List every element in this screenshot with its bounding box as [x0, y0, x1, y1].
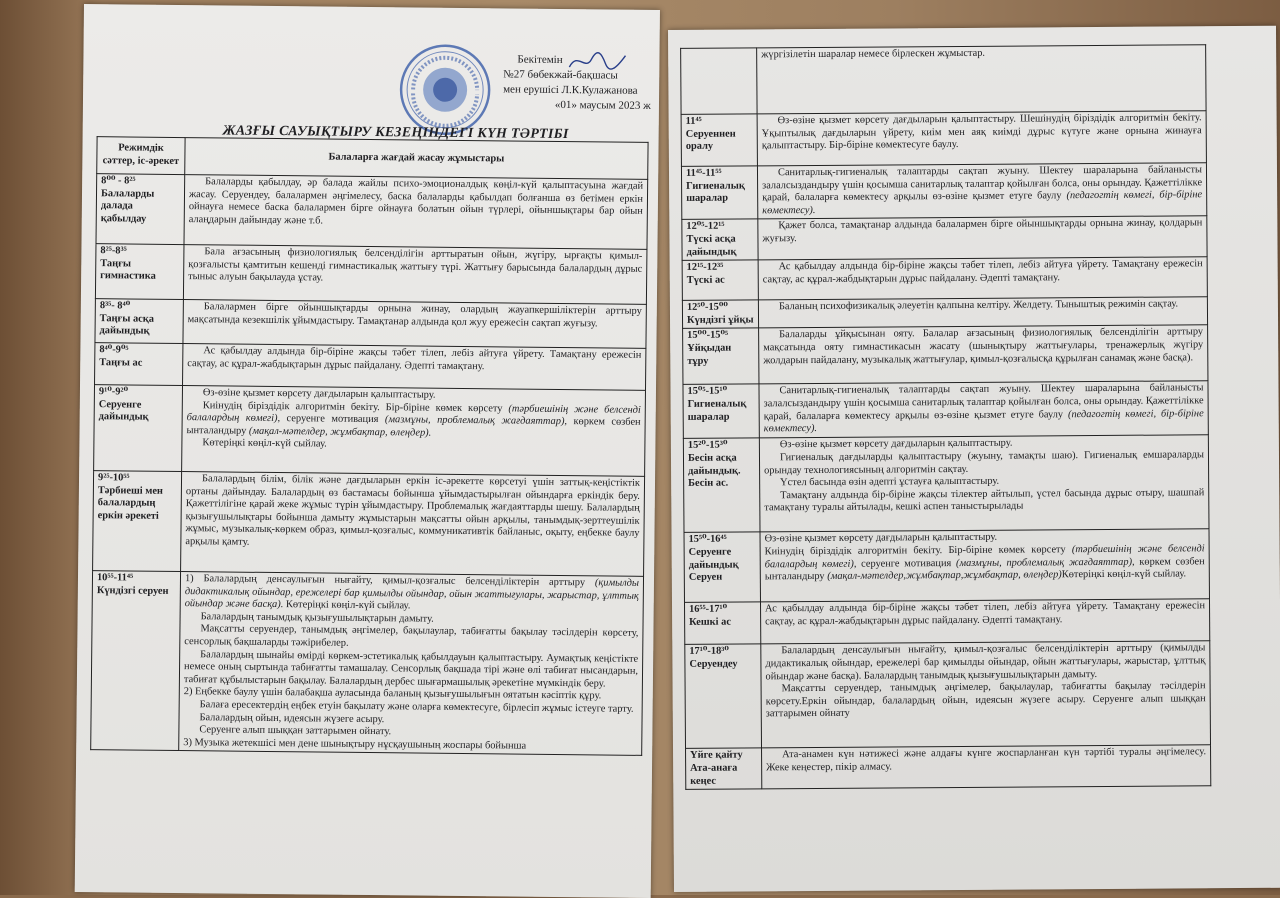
row-text: Санитарлық-гигиеналық талаптарды сақтап жуыну. Шектеу шараларына байланысты залалсыздандыру үшін қосымша санитарлық талаптар қойылған болса, оны орындау. Қажеттілікке қарай, балаларға көмектесу арқылы өз-өзіне қызмет етуге баулу [763, 382, 1204, 422]
row-label: Күндізгі серуен [96, 584, 169, 597]
row-text: Тамақтану алдында бір-біріне жақсы тілектер айтылып, үстел басында дұрыс отыру, шашпай тамақтану туралы айтылады, кешкі аспен таныстырылады [764, 486, 1205, 514]
row-time: 12¹⁵-12³⁵ [686, 261, 724, 274]
page-title: ЖАЗҒЫ САУЫҚТЫРУ КЕЗЕҢІНДЕГІ КҮН ТӘРТІБІ [222, 123, 569, 143]
row-text-italic: (педагогтің көмегі, бір-біріне көмектесу). [763, 407, 1204, 435]
row-time: 15²⁰-15³⁰ [687, 439, 728, 452]
row-time: 8²⁵-8³⁵ [100, 245, 127, 257]
row-text-italic: (мақал-мәтелдер, жұмбақтар, өлеңдер). [248, 425, 432, 439]
row-text: Ас қабылдау алдында бір-біріне жақсы тәбет тілеп, лебіз айтуға үйрету. Тамақтану ережесін сақтау, ас құрал-жабдықтарын дұрыс пайдалану. Әдепті тамақтану. [765, 600, 1206, 628]
row-text: Өз-өзіне қызмет көрсету дағдыларын қалыптастыру. [764, 532, 998, 545]
schedule-table-left [90, 136, 648, 756]
row-text: Ата-анамен күн нәтижесі және алдағы күнге жоспарланған күн тәртібі туралы әңгімелесу. Жеке кеңестер, пікір алмасу. [766, 746, 1207, 774]
table-row [685, 641, 1211, 749]
approval-block [503, 52, 660, 115]
row-text: , көркем сөзбен ынталандыру [764, 555, 1205, 583]
table-row [684, 529, 1209, 603]
row-text-italic: (педагогтің көмегі, бір-біріне көмектесу). [762, 189, 1203, 217]
row-label: Түскі асқа дайындық [686, 233, 737, 258]
row-text: Балаларды ұйқысынан ояту. Балалар ағзасының физиологиялық белсенділігін арттыру мақсатында ояту гимнастикасын жасату (шынықтыру жаттығулары, тренажерлық жүгіру жолдарын пайдалану, музыкалық жаттығулар, қимыл-қозғалысқа құрылған санамақ және басқа). [763, 326, 1204, 366]
row-text: 2) Еңбекке баулу үшін балабақша ауласында баланың қызығушылығын оятатын кәсіптік құру. [183, 686, 602, 702]
row-text-italic: (мазмұны, проблемалық жағдаяттар) [384, 414, 565, 428]
row-time: 12⁵⁰-15⁰⁰ [686, 301, 728, 314]
row-text: Үстел басында өзін әдепті ұстауға қалыптастыру. [780, 475, 1000, 489]
row-label: Күндізгі ұйқы [686, 314, 754, 326]
row-text: Санитарлық-гигиеналық талаптарды сақтап жуыну. Шектеу шараларына байланысты залалсыздандыру үшін қосымша санитарлық талаптар қойылған болса, оны орындау. Қажеттілікке қарай, балаларға көмектесу арқылы өз-өзіне қызмет етуге баулу [762, 164, 1203, 204]
table-row [683, 381, 1208, 439]
row-label: Таңғы гимнастика [100, 257, 156, 282]
row-label: Гигиеналық шаралар [686, 180, 745, 205]
row-label: Ата-анаға кеңес [690, 762, 738, 787]
row-text: , серуенге мотивация [277, 413, 379, 426]
table-header-row [97, 137, 648, 180]
approval-line: мен ерушісі Л.К.Кулажанова [503, 83, 638, 97]
row-text: Көтеріңкі көңіл-күй сыйлау. [202, 437, 327, 450]
table-row [681, 163, 1206, 220]
right-page [668, 26, 1280, 892]
row-text-italic: (тәрбиешінің және белсенді балалардың көмегі) [186, 403, 641, 425]
row-label: Гигиеналық шаралар [687, 398, 747, 423]
row-label: Ұйқыдан тұру [687, 342, 732, 367]
row-time: 11⁴⁵-11⁵⁵ [685, 167, 722, 179]
row-text-italic: (мақал-мәтелдер,жұмбақтар,жұмбақтар, өлеңдер) [827, 569, 1062, 583]
table-row [684, 599, 1209, 645]
left-page [75, 4, 660, 898]
row-time: 15⁵⁰-16⁴⁵ [688, 533, 727, 546]
table-row [96, 174, 648, 250]
row-time: Үйге қайту [690, 749, 743, 762]
table-row [683, 325, 1208, 385]
table-row [91, 571, 644, 756]
row-time: 10⁵⁵-11⁴⁵ [96, 572, 134, 584]
header-cell-work: Балаларға жағдай жасау жұмыстары [185, 138, 648, 180]
approval-line: «01» маусым 2023 ж [554, 98, 651, 112]
row-text: Өз-өзіне қызмет көрсету дағдыларын қалыптастыру. [202, 387, 436, 401]
row-label: Серуендеу [689, 658, 738, 670]
table-row [94, 385, 646, 477]
row-text: Гигиеналық дағдыларды қалыптастыру (жуыну, тамақты шаю). Гигиеналық емшараларды орындау технологиясының алгоритмін сақтау. [764, 449, 1205, 476]
row-text: Ас қабылдау алдында бір-біріне жақсы тәбет тілеп, лебіз айтуға үйрету. Тамақтану ережесін сақтау, ас құрал-жабдықтарын дұрыс пайдалану. Әдепті тамақтану. [762, 258, 1203, 286]
row-text: Өз-өзіне қызмет көрсету дағдыларын қалыптастыру. Шешінудің біріздідік алгоритмін бекіту. Ұқыптылық дағдыларын үйрету, киім мен аяқ киімді дұрыс күтуге және орнына жинауға қалыптастыру. Бір-біріне көмектесуге баулу. [761, 112, 1202, 152]
row-time: 9²⁵-10⁵⁵ [97, 472, 130, 484]
row-time: 8⁰⁰ - 8²⁵ [101, 175, 136, 187]
row-time: 12⁰⁵-12¹⁵ [686, 220, 725, 233]
row-text: 1) Балалардың денсаулығын нығайту, қимыл-қозғалыс белсенділіктерін арттыру [184, 573, 586, 589]
row-text: , көркем сөзбен ынталандыру [186, 416, 641, 437]
table-row [682, 297, 1207, 329]
row-text: Мақсатты серуендер, танымдық әңгімелер, бақылаулар, табиғатты бақылау тәсілдерін көрсету.Еркін ойындар, балалардың ойын, идеясын жүзеге асыру. Серуенге алып шыққан заттарымен ойнату [765, 680, 1206, 720]
row-text: Ас қабылдау алдында бір-біріне жақсы тәбет тілеп, лебіз айтуға үйрету. Тамақтану ережесін сақтау, ас құрал-жабдықтарын дұрыс пайдалану. Әдепті тамақтану. [187, 345, 642, 372]
row-text: Балалардың ойын, идеясын жүзеге асыру. [199, 711, 385, 725]
row-text-italic: (тәрбиешінің және белсенді балалардың көмегі) [764, 543, 1205, 570]
row-text: Көтеріңкі көңіл-күй сыйлау. [1061, 568, 1187, 581]
approval-line: Бекітемін [517, 53, 563, 67]
row-text: Өз-өзіне қызмет көрсету дағдыларын қалыптастыру. [779, 437, 1013, 451]
row-text: Балалардың денсаулығын нығайту, қимыл-қозғалыс белсенділіктерін арттыру (қимылды дидактикалық ойындар, ережелері бар қимылды ойындар, ойын жаттығулары, жарыстар, ұлттық ойындар және басқа). Балалардың танымдық қызығушылықтарын дамыту. [765, 642, 1206, 682]
row-time: 15⁰⁵-15¹⁰ [687, 385, 728, 398]
table-row [682, 257, 1207, 301]
row-text-italic: (мазмұны, проблемалық жағдаяттар) [955, 556, 1133, 569]
row-text: 3) Музыка жетекшісі мен дене шынықтыру нұсқаушының жоспары бойынша [183, 736, 527, 752]
row-text: Балаға ересектердің еңбек етуін бақылату және оларға көмектесуге, бірлесіп жұмыс істеуге тарту. [199, 699, 634, 715]
schedule-table-right [680, 44, 1211, 790]
table-row [95, 244, 647, 305]
row-label: Түскі ас [686, 274, 725, 286]
row-time: 8³⁵- 8⁴⁰ [99, 300, 131, 312]
table-row [95, 343, 646, 391]
row-text: Көтеріңкі көңіл-күй сыйлау. [285, 599, 411, 612]
row-time: 8⁴⁰-9⁰⁵ [99, 344, 129, 356]
row-text: , серуенге мотивация [853, 557, 952, 570]
row-label: Тәрбиеші мен балалардың еркін әрекеті [97, 484, 164, 522]
row-text: Балалардың білім, білік және дағдыларын еркін іс-әрекетте көрсетуі үшін заттық-кеңістіктік ортаны дайындау. Балалардың өз бастамасы бойынша ұйымдастырылған ойындарға еркіндік беру. Қажеттілігіне қарай жеке жұмыс түрін ұйымдастыру. Проблемалық жағдаяттарды шешу. Балалардың қызығушылықтары бойынша дамыту жұмыстарын мақсатты ойын арқылы, танымдық-зерттеушілік жұмыс, музыкалық-көркем образ, қимыл-қозғалыс, коммуникативтік байланыс, оқыту, еңбекке баулу арқылы қамту. [185, 473, 641, 548]
row-text: Балалардың танымдық қызығушылықтарын дамыту. [200, 611, 434, 625]
row-label: Таңғы ас [99, 356, 143, 369]
row-time: 16⁵⁵-17¹⁰ [689, 603, 728, 616]
row-time: 17¹⁰-18³⁰ [689, 645, 729, 658]
row-time: 11⁴⁵ [685, 115, 702, 127]
table-row [681, 45, 1206, 115]
row-text: жүргізілетін шаралар немесе бірлескен жұмыстар. [757, 45, 1206, 114]
table-row [95, 299, 646, 349]
table-row [682, 216, 1207, 260]
row-text: Серуенге алып шыққан заттарымен ойнату. [199, 724, 392, 738]
table-row [681, 111, 1206, 167]
table-row [686, 745, 1211, 789]
row-text: Қажет болса, тамақтанар алдында балалармен бірге ойыншықтарды орнына жинау, қолдарын жуғызу. [762, 217, 1203, 245]
row-text-italic: (қимылды дидактикалық ойындар, ережелері бар қимылды ойындар, ойын жаттығулары, жарыстар, ұлттық ойындар және басқа). [184, 577, 640, 611]
approval-line: №27 бөбекжай-бақшасы [503, 68, 618, 82]
row-text: Баланың психофизикалық әлеуетін қалпына келтіру. Желдету. Тыныштық режимін сақтау. [778, 298, 1179, 313]
row-text: Балалармен бірге ойыншықтарды орнына жинау, олардың жауапкершіліктерін арттыру мақсатында кезекшілік ұйымдастыру. Тамақтанар алдында қол жуу ережесін сақтап жуғызу. [187, 301, 642, 329]
row-label: Серуенге дайындық [98, 398, 149, 423]
row-text: Балаларды қабылдау, әр балада жайлы психо-эмоционалдық көңіл-күй қалыптасуына жағдай жасау. Серуендеу, балалармен әңгімелесу, баска балаларды қабылдап болғанша өз бетімен еркін ойнауға немесе баска балалармен бірге ойнауға болатын ойын түрлері, ойыншықтары бар ойын алаңдарын дайындау және т.б. [188, 176, 644, 227]
table-row [93, 471, 645, 577]
row-time: 9¹⁰-9²⁰ [98, 386, 129, 398]
official-seal-stamp [399, 43, 492, 136]
row-time: 15⁰⁰-15⁰⁵ [687, 329, 729, 342]
row-label: Кешкі ас [689, 616, 731, 628]
header-cell-regime: Режимдік сәттер, іс-әрекет [97, 137, 185, 175]
row-label: Таңғы асқа дайындық [99, 312, 155, 337]
row-label: Балаларды далада қабылдау [100, 187, 155, 225]
row-text: Бала ағзасының физиологиялық белсенділігін арттыратын ойын, жүгіру, ырғақты қимыл-қозғалысты қамтитын кешенді гимнастикалық жаттығу түрі. Жаттығу барысында балалардың дұрыс тыныс алуын бақылауда ұстау. [188, 246, 643, 284]
row-label: Бесін асқа дайындық. Бесін ас. [687, 452, 741, 489]
row-text: Мақсатты серуендер, танымдық әңгімелер, бақылаулар, табиғатты бақылау тәсілдерін көрсету, сенсорлық бақшаларды тәжірибелер. [184, 623, 639, 649]
row-label: Серуеннен оралу [685, 128, 736, 153]
row-label: Серуенге дайындық Серуен [688, 546, 739, 583]
row-text: Киінудің біріздідік алгоритмін бекіту. Бір-біріне көмек көрсету [764, 544, 1066, 558]
row-text: Балалардың шынайы өмірді көркем-эстетикалық қабылдауын қалыптастыру. Аумақтық кеңістікте немесе оның сыртында табиғатты тамашалау. Сенсорлық бақшада тірі және өлі табиғат нысандарын, табиғат құбылыстарын бақылау. Балалардың дербес шығармашылық әрекетіне мүмкіндік беру. [183, 648, 639, 690]
row-text: Киінудің біріздідік алгоритмін бекіту. Бір-біріне көмек көрсету [202, 399, 503, 414]
table-row [683, 435, 1209, 533]
